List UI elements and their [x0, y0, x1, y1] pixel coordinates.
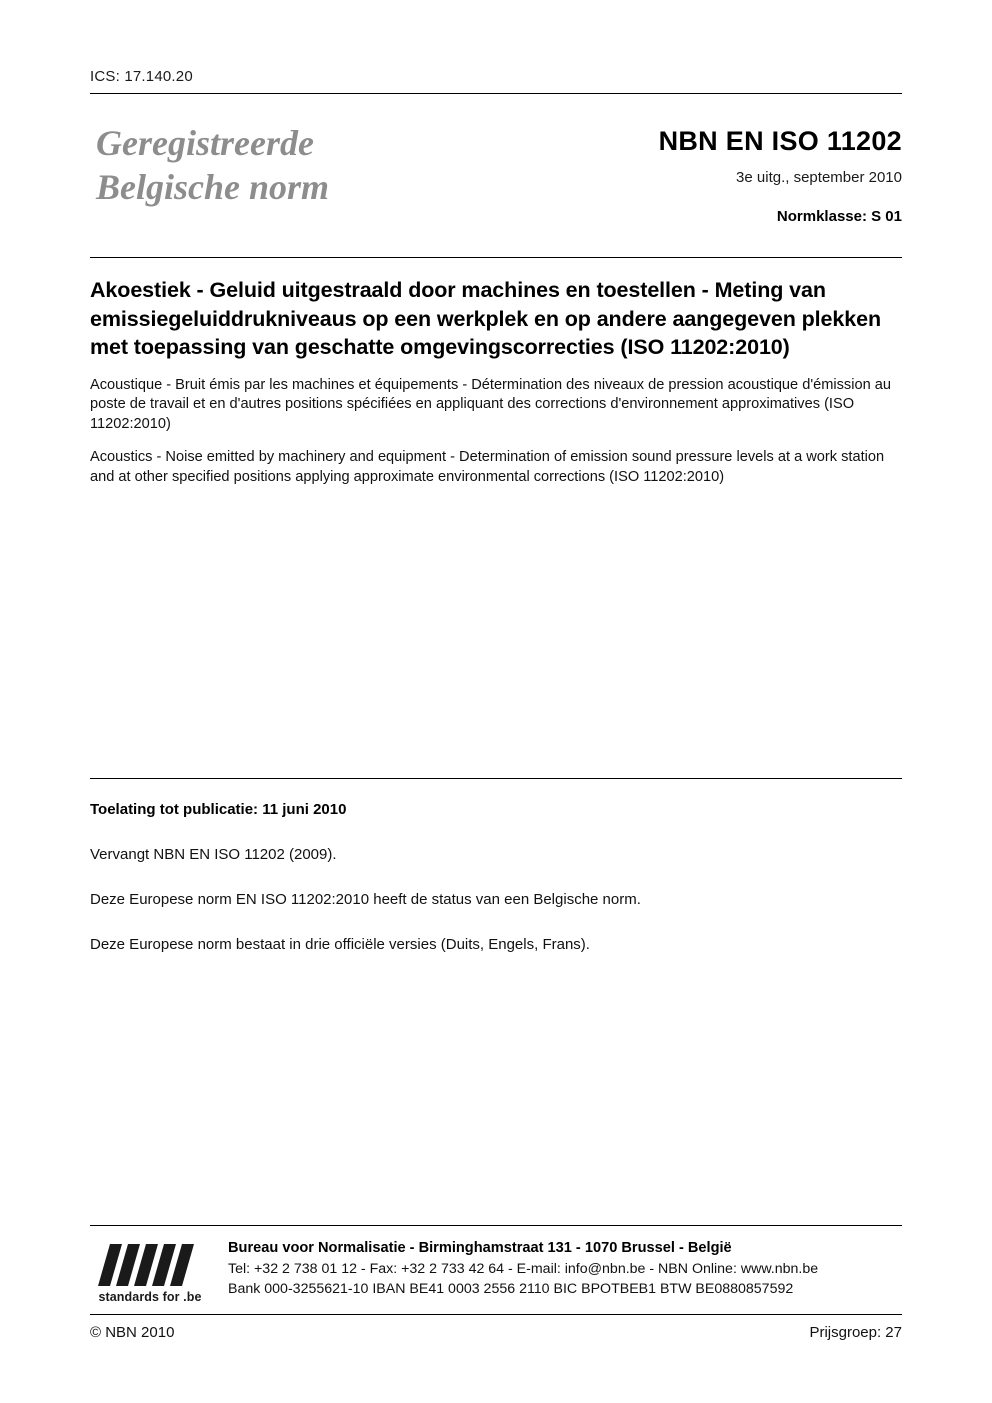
document-meta [659, 122, 902, 225]
brand-line-2: Belgische norm [96, 166, 330, 207]
note-replaces: Vervangt NBN EN ISO 11202 (2009). [90, 845, 337, 863]
footer-main [90, 1236, 902, 1312]
footer-contact-block [228, 1236, 902, 1301]
title-french: Acoustique - Bruit émis par les machines et équipements - Détermination des niveaux de pression acoustique d'émission au poste de travail et en d'autres positions spécifiées en appliquant des corrections d'environnement approximatives (ISO 11202:2010) [90, 376, 891, 432]
title-dutch: Akoestiek - Geluid uitgestraald door machines en toestellen - Meting van emissiegeluiddrukniveaus op een werkplek en op andere aangegeven plekken met toepassing van geschatte omgevingscorrecties (ISO 11202:2010) [90, 278, 881, 360]
footer-bank: Bank 000-3255621-10 IBAN BE41 0003 2556 2110 BIC BPOTBEB1 BTW BE0880857592 [228, 1281, 794, 1297]
footer-legal [90, 1315, 902, 1341]
nbn-logo [90, 1236, 210, 1304]
footer-contact: Tel: +32 2 738 01 12 - Fax: +32 2 733 42 64 - E-mail: info@nbn.be - NBN Online: www.nbn.be [228, 1261, 819, 1277]
brand-line-1: Geregistreerde [96, 123, 314, 163]
norm-class: Normklasse: S 01 [776, 208, 902, 225]
publication-divider-wrap [90, 488, 902, 779]
nbn-logo-icon [90, 1242, 210, 1288]
price-group: Prijsgroep: 27 [809, 1324, 902, 1341]
approval-date: Toelating tot publicatie: 11 juni 2010 [90, 800, 347, 818]
note-status: Deze Europese norm EN ISO 11202:2010 heeft de status van een Belgische norm. [90, 890, 641, 908]
edition-date: 3e uitg., september 2010 [736, 169, 902, 186]
footer-divider-top [90, 1225, 902, 1226]
ics-code: ICS: 17.140.20 [90, 68, 193, 85]
page-footer [90, 1225, 902, 1341]
note-versions: Deze Europese norm bestaat in drie officiële versies (Duits, Engels, Frans). [90, 935, 590, 953]
title-english: Acoustics - Noise emitted by machinery and equipment - Determination of emission sound pressure levels at a work station and at other specified positions applying approximate environmental corrections (ISO 11202:2010) [90, 449, 885, 485]
publication-block [90, 779, 902, 953]
logo-tagline: standards for .be [98, 1290, 202, 1304]
title-section [90, 258, 902, 488]
brand-title [90, 122, 329, 210]
header-block [90, 94, 902, 257]
document-content [90, 68, 902, 953]
footer-address: Bureau voor Normalisatie - Birminghamstraat 131 - 1070 Brussel - België [228, 1240, 732, 1256]
copyright: © NBN 2010 [90, 1324, 175, 1341]
standard-number: NBN EN ISO 11202 [658, 126, 902, 156]
